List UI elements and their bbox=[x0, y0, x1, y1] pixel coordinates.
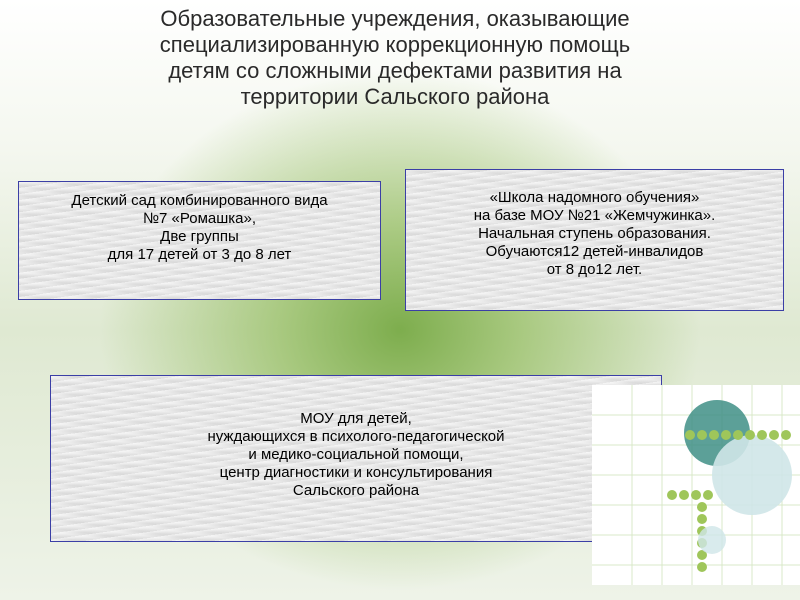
decorative-circles-graphic bbox=[592, 385, 800, 585]
kindergarten-card-text: Детский сад комбинированного вида №7 «Ромашка», Две группы для 17 детей от 3 до 8 лет bbox=[71, 192, 328, 263]
small-light-circle bbox=[698, 526, 726, 554]
light-blue-circle bbox=[712, 435, 792, 515]
home-school-card-text: «Школа надомного обучения» на базе МОУ №21 «Жемчужинка». Начальная ступень образования. Обучаются12 детей-инвалидов от 8 до12 лет. bbox=[473, 189, 716, 278]
slide-title: Образовательные учреждения, оказывающие специализированную коррекционную помощь детям со сложными дефектами развития на территории Сальского района bbox=[159, 6, 631, 109]
home-school-card bbox=[405, 169, 784, 311]
diagnostic-center-card bbox=[50, 375, 662, 542]
kindergarten-card bbox=[18, 181, 381, 300]
diagnostic-center-card-text: МОУ для детей, нуждающихся в психолого-педагогической и медико-социальной помощи, центр диагностики и консультирования Сальского района bbox=[207, 410, 505, 499]
green-dot-row bbox=[685, 430, 791, 440]
